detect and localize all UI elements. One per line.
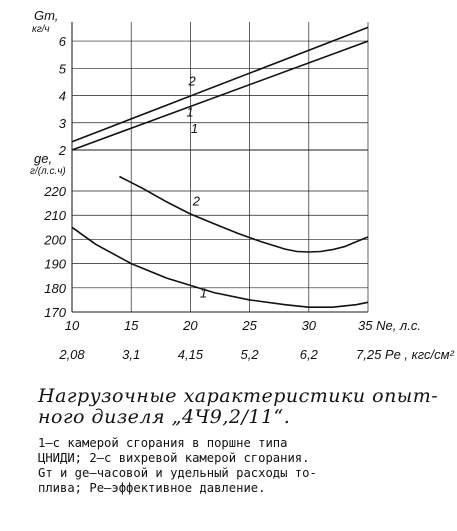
caption-title-line-1: Нагрузочные характеристики опыт- <box>38 385 439 407</box>
top-y-tick-label-2: 2 <box>58 143 66 158</box>
bottom-y-axis-label: ge, <box>34 151 53 166</box>
bottom-y-tick-label-200: 200 <box>44 232 66 248</box>
top-y-tick-label-5: 5 <box>58 61 66 77</box>
figure-caption-title <box>38 386 448 428</box>
x-tick-label-pe-4: 6,2 <box>299 347 318 362</box>
top-y-axis-unit: кг/ч <box>32 24 50 35</box>
x-tick-label-ne-0: 10 <box>64 318 80 333</box>
top-y-tick-label-3: 3 <box>58 115 66 131</box>
bottom-y-tick-label-210: 210 <box>44 208 66 224</box>
top-series-label-1-alt: 1 <box>186 104 194 120</box>
x-axis-label-pe: 7,25 Pe , кгс/см² <box>356 347 454 362</box>
bottom-y-tick-label-170: 170 <box>44 305 66 320</box>
x-axis-label-ne: 35 Ne, л.с. <box>358 318 421 333</box>
caption-title-line-2: ного дизеля „4Ч9,2/11“. <box>38 406 291 428</box>
x-tick-label-ne-1: 15 <box>123 318 139 333</box>
x-tick-label-ne-2: 20 <box>183 318 198 333</box>
bottom-y-tick-label-180: 180 <box>44 280 66 296</box>
top-series-label-1: 1 <box>190 120 199 136</box>
top-y-tick-label-6: 6 <box>58 34 66 50</box>
x-tick-label-ne-4: 30 <box>301 318 317 333</box>
top-series-line-2 <box>72 27 368 141</box>
x-tick-label-pe-2: 4,15 <box>177 347 204 362</box>
top-y-tick-label-4: 4 <box>58 88 66 104</box>
x-tick-label-pe-0: 2,08 <box>59 347 85 362</box>
bottom-series-label-2: 2 <box>192 193 201 209</box>
figure-caption-notes <box>38 436 448 496</box>
bottom-series-label-1: 1 <box>199 285 208 301</box>
bottom-series-line-2 <box>119 177 368 253</box>
caption-note-line-2: ЦНИДИ; 2—с вихревой камерой сгорания. <box>38 451 310 465</box>
x-tick-label-pe-1: 3,1 <box>122 347 141 362</box>
top-y-axis-label: Gт, <box>34 8 59 23</box>
caption-note-line-1: 1—с камерой сгорания в поршне типа <box>38 436 288 450</box>
bottom-y-tick-label-220: 220 <box>44 184 66 200</box>
x-tick-label-pe-3: 5,2 <box>240 347 259 362</box>
bottom-y-tick-label-190: 190 <box>44 256 66 272</box>
caption-note-line-3: Gт и ge—часовой и удельный расходы то- <box>38 466 317 480</box>
bottom-y-axis-unit: г/(л.с.ч) <box>30 166 66 177</box>
x-tick-label-ne-3: 25 <box>242 318 257 333</box>
caption-note-line-4: плива; Pe—эффективное давление. <box>38 481 266 495</box>
top-series-label-2: 2 <box>188 73 196 89</box>
